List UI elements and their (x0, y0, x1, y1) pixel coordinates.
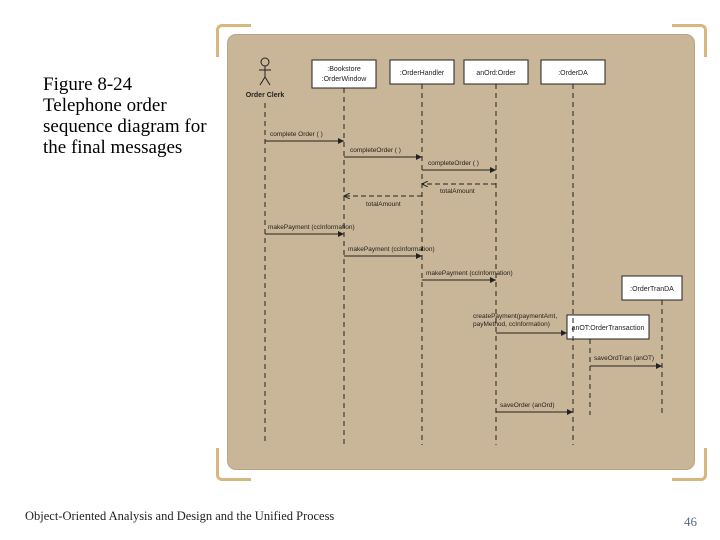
msg-label-11: saveOrder (anOrd) (500, 402, 555, 409)
page-number: 46 (684, 514, 697, 529)
object-order (464, 60, 528, 84)
msg-label-9a: createPayment(paymentAmt, (473, 313, 558, 320)
object-order-window-line1: :Bookstore (327, 66, 361, 73)
object-order-da-label: :OrderDA (558, 70, 588, 77)
msg-label-6: makePayment (ccInformation) (268, 224, 355, 231)
object-order-tran-da (622, 276, 682, 300)
object-order-label: anOrd:Order (476, 70, 516, 77)
msg-label-2: completeOrder ( ) (350, 147, 401, 154)
sequence-diagram-svg (228, 35, 694, 469)
lifelines (265, 84, 662, 445)
actor-order-clerk (246, 58, 285, 99)
messages (265, 131, 662, 412)
msg-label-10: saveOrdTran (anOT) (594, 355, 655, 362)
slide-title: Figure 8-24 Telephone order sequence diagram for the final messages (43, 74, 207, 158)
object-order-handler-label: :OrderHandler (399, 70, 445, 77)
msg-label-4: totalAmount (440, 188, 475, 195)
object-order-window-line2: :OrderWindow (321, 76, 367, 83)
msg-label-5: totalAmount (366, 201, 401, 208)
footer-text: Object-Oriented Analysis and Design and the Unified Process (25, 509, 335, 523)
object-order-da (541, 60, 605, 84)
msg-label-8: makePayment (ccInformation) (426, 270, 513, 277)
actor-label: Order Clerk (245, 92, 285, 99)
object-order-tran-da-label: :OrderTranDA (630, 286, 674, 293)
sequence-diagram (228, 35, 694, 469)
msg-label-9b: payMethod, ccInformation) (473, 321, 550, 328)
object-order-handler (390, 60, 454, 84)
object-order-window (312, 60, 376, 88)
object-order-transaction-label: anOT:OrderTransaction (571, 325, 645, 332)
msg-label-3: completeOrder ( ) (428, 160, 479, 167)
object-order-transaction (567, 315, 649, 339)
msg-label-7: makePayment (ccInformation) (348, 246, 435, 253)
msg-label-1: complete Order ( ) (270, 131, 323, 138)
